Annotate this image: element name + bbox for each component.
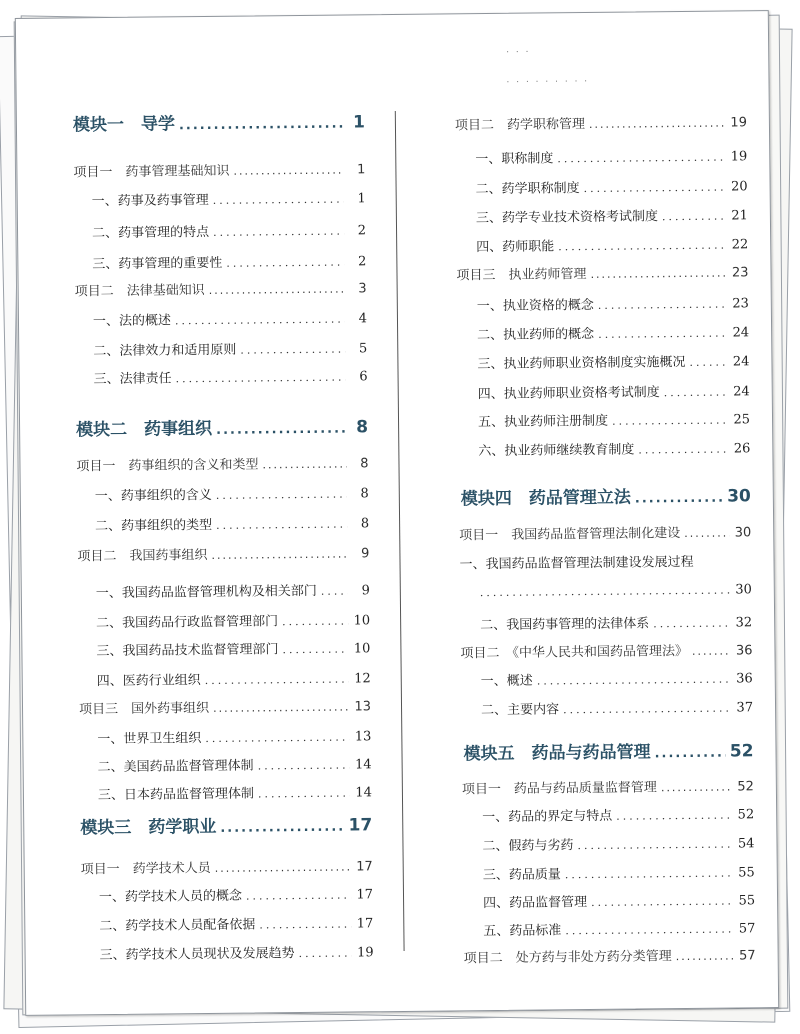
toc-section-entry xyxy=(93,365,367,387)
page-number: 52 xyxy=(737,807,755,823)
toc-section-entry xyxy=(93,337,367,359)
dot-leader xyxy=(676,949,734,963)
dot-leader xyxy=(209,283,345,297)
page-number: 30 xyxy=(727,486,751,507)
dot-leader xyxy=(259,918,351,932)
dot-leader xyxy=(661,781,732,795)
page-number: 37 xyxy=(736,700,754,716)
toc-project-entry xyxy=(459,521,751,543)
entry-title: 三、药事管理的重要性 xyxy=(92,255,223,273)
dot-leader xyxy=(565,867,733,882)
entry-title: 二、美国药品监督管理体制 xyxy=(97,758,254,776)
toc-project-entry xyxy=(464,944,756,966)
dot-leader xyxy=(654,746,725,762)
dot-leader xyxy=(299,946,352,960)
toc-section-entry xyxy=(476,204,748,226)
toc-project-entry xyxy=(76,452,368,474)
toc-section-entry xyxy=(482,803,754,825)
entry-title: 项目二 我国药事组织 xyxy=(77,547,208,565)
entry-title: 二、假药与劣药 xyxy=(482,838,574,855)
dot-leader xyxy=(565,923,733,938)
toc-page xyxy=(15,10,779,1016)
print-mark: · · · · · · · · · xyxy=(506,76,590,88)
dot-leader xyxy=(662,210,726,224)
page-number: 57 xyxy=(739,948,756,964)
entry-title: 模块一 导学 xyxy=(72,114,176,136)
dot-leader xyxy=(598,298,727,312)
page-number: 19 xyxy=(730,149,748,165)
page-number: 13 xyxy=(354,699,372,715)
page-number: 9 xyxy=(361,546,370,562)
toc-right-column xyxy=(408,11,768,967)
toc-section-entry xyxy=(475,145,747,167)
entry-title: 二、药学技术人员配备依据 xyxy=(99,917,256,935)
page-number: 30 xyxy=(735,582,752,598)
toc-section-entry xyxy=(99,883,373,905)
dot-leader xyxy=(557,151,725,166)
entry-title: 项目一 药学技术人员 xyxy=(80,860,211,878)
dot-leader xyxy=(258,759,350,773)
entry-title: 一、药事组织的含义 xyxy=(94,487,212,505)
dot-leader xyxy=(215,861,351,875)
dot-leader xyxy=(577,838,732,853)
entry-title: 三、执业药师职业资格制度实施概况 xyxy=(477,354,686,373)
toc-module-entry xyxy=(463,736,753,764)
dot-leader xyxy=(258,787,350,801)
dot-leader xyxy=(590,267,726,281)
toc-section-entry xyxy=(98,753,372,775)
page-number: 32 xyxy=(735,615,753,631)
dot-leader xyxy=(213,701,349,715)
page-number: 22 xyxy=(731,237,749,253)
page-number: 21 xyxy=(731,208,748,224)
dot-leader xyxy=(220,820,344,836)
entry-title: 项目一 药事管理基础知识 xyxy=(73,163,230,181)
entry-title: 四、执业药师职业资格考试制度 xyxy=(477,385,660,403)
toc-project-entry xyxy=(77,542,369,564)
entry-title: 项目二 处方药与非处方药分类管理 xyxy=(463,949,672,967)
page-number: 17 xyxy=(348,815,373,836)
entry-title: 项目一 药事组织的含义和类型 xyxy=(76,457,259,475)
page-number: 2 xyxy=(358,254,367,270)
page-number: 10 xyxy=(353,641,371,657)
dot-leader xyxy=(612,414,728,428)
page-number: 13 xyxy=(354,729,372,745)
toc-section-entry xyxy=(481,667,753,689)
dot-leader xyxy=(176,371,346,386)
dot-leader xyxy=(246,889,351,903)
entry-title: 二、执业药师的概念 xyxy=(477,326,595,344)
page-number: 8 xyxy=(360,456,369,472)
page-number: 10 xyxy=(353,613,371,629)
dot-leader xyxy=(321,585,348,598)
page-number: 57 xyxy=(738,921,756,937)
page-number: 19 xyxy=(356,945,374,961)
entry-title: 二、法律效力和适用原则 xyxy=(93,342,237,360)
page-number: 20 xyxy=(730,179,748,195)
page-number: 23 xyxy=(732,296,749,312)
toc-section-entry xyxy=(96,579,370,601)
toc-project-entry xyxy=(81,855,373,877)
entry-title: 一、执业资格的概念 xyxy=(476,297,594,315)
toc-section-entry xyxy=(478,437,750,459)
toc-section-entry xyxy=(482,832,754,854)
entry-title: 三、药品质量 xyxy=(482,867,561,884)
toc-section-entry xyxy=(95,482,369,504)
dot-leader xyxy=(179,117,343,134)
page-number: 17 xyxy=(356,859,373,875)
entry-title: 一、我国药品监督管理机构及相关部门 xyxy=(95,583,317,602)
entry-title: 三、日本药品监督管理体制 xyxy=(97,786,255,804)
column-divider xyxy=(395,111,405,951)
entry-title: 模块五 药品与药品管理 xyxy=(463,742,651,765)
dot-leader xyxy=(598,327,727,341)
toc-section-entry xyxy=(92,187,366,209)
toc-section-entry xyxy=(96,609,370,631)
page-number: 17 xyxy=(356,887,374,903)
entry-title: 模块三 药学职业 xyxy=(80,816,217,839)
entry-title: 一、药学技术人员的概念 xyxy=(98,888,243,906)
toc-project-entry xyxy=(456,261,748,283)
toc-section-entry xyxy=(478,380,750,402)
entry-title: 三、药学技术人员现状及发展趋势 xyxy=(99,946,295,964)
page-number: 30 xyxy=(734,525,752,541)
toc-section-entry xyxy=(476,233,748,255)
toc-module-entry xyxy=(461,481,751,509)
entry-title: 一、法的概述 xyxy=(92,313,172,330)
page-number: 1 xyxy=(352,112,366,133)
page-number: 6 xyxy=(359,369,368,385)
dot-leader xyxy=(638,443,728,457)
dot-leader xyxy=(205,673,349,688)
entry-title: 四、药师职能 xyxy=(476,239,555,256)
page-number: 2 xyxy=(357,223,367,239)
dot-leader xyxy=(216,518,347,532)
toc-section-entry xyxy=(92,219,366,241)
page-number: 24 xyxy=(733,384,750,400)
page-number: 1 xyxy=(357,191,366,207)
entry-title: 三、我国药品技术监督管理部门 xyxy=(96,642,279,660)
entry-title: 项目二 《中华人民共和国药品管理法》 xyxy=(460,643,689,662)
entry-title: 六、执业药师继续教育制度 xyxy=(478,442,635,460)
toc-project-entry xyxy=(73,158,365,180)
toc-section-entry xyxy=(99,912,373,934)
entry-title: 项目二 药学职称管理 xyxy=(454,117,586,134)
entry-title: 一、我国药品监督管理法制建设发展过程 xyxy=(459,554,694,573)
entry-title: 模块四 药品管理立法 xyxy=(460,487,631,510)
toc-section-entry xyxy=(477,350,749,372)
toc-section-entry xyxy=(480,611,752,633)
entry-title: 四、药品监督管理 xyxy=(483,895,588,912)
dot-leader xyxy=(216,488,347,502)
toc-section-entry xyxy=(97,725,371,747)
dot-leader xyxy=(584,181,726,195)
page-number: 19 xyxy=(730,115,748,131)
entry-title: 模块二 药事组织 xyxy=(76,418,213,441)
toc-project-entry xyxy=(75,277,367,299)
page-number: 3 xyxy=(358,281,367,297)
toc-section-entry xyxy=(99,941,373,963)
dot-leader xyxy=(689,356,727,369)
dot-leader xyxy=(216,422,346,438)
page-number: 14 xyxy=(355,757,372,773)
toc-module-entry xyxy=(80,810,372,838)
dot-leader xyxy=(213,193,344,207)
entry-title: 二、药事管理的特点 xyxy=(91,224,210,242)
entry-title: 项目一 药品与药品质量监督管理 xyxy=(461,780,657,798)
dot-leader xyxy=(233,164,343,178)
entry-title: 项目一 我国药品监督管理法制化建设 xyxy=(459,526,681,544)
dot-leader xyxy=(558,239,726,254)
page-number: 36 xyxy=(735,643,753,659)
dot-leader xyxy=(226,256,344,270)
dot-leader xyxy=(480,584,730,600)
page-number: 55 xyxy=(738,865,755,881)
dot-leader xyxy=(664,386,728,400)
toc-section-entry xyxy=(459,550,751,572)
page-number: 8 xyxy=(360,516,370,532)
page-number: 4 xyxy=(358,311,368,327)
dot-leader xyxy=(684,527,729,540)
dot-leader xyxy=(262,458,346,472)
dot-leader xyxy=(537,673,731,688)
page-number: 8 xyxy=(356,417,369,438)
dot-leader xyxy=(563,702,731,717)
entry-title: 一、药事及药事管理 xyxy=(91,192,209,210)
dot-leader xyxy=(692,645,731,658)
toc-section-entry xyxy=(483,889,755,911)
entry-title: 三、药学专业技术资格考试制度 xyxy=(475,209,659,227)
page-number: 24 xyxy=(732,325,750,341)
page-number: 12 xyxy=(354,671,371,687)
toc-section-entry xyxy=(483,861,755,883)
toc-section-entry xyxy=(93,307,367,329)
toc-section-entry xyxy=(98,781,372,803)
page-number: 1 xyxy=(357,162,366,178)
entry-title: 二、主要内容 xyxy=(480,702,560,719)
toc-section-entry xyxy=(481,696,753,718)
page-number: 14 xyxy=(355,785,373,801)
page-number: 26 xyxy=(733,441,751,457)
dot-leader xyxy=(175,313,345,328)
page-number: 24 xyxy=(732,354,750,370)
toc-continuation-entry xyxy=(480,582,752,600)
entry-title: 项目三 执业药师管理 xyxy=(456,267,587,284)
toc-project-entry xyxy=(79,695,371,717)
page-number: 55 xyxy=(738,893,756,909)
dot-leader xyxy=(635,491,723,507)
dot-leader xyxy=(282,643,348,657)
dot-leader xyxy=(213,225,344,239)
page-number: 23 xyxy=(731,265,749,281)
toc-section-entry xyxy=(96,637,370,659)
page-number: 36 xyxy=(736,671,753,687)
page-number: 8 xyxy=(360,486,369,502)
entry-title: 一、世界卫生组织 xyxy=(97,731,202,748)
toc-section-entry xyxy=(95,512,369,534)
toc-section-entry xyxy=(475,175,747,197)
page-number: 52 xyxy=(737,779,754,795)
dot-leader xyxy=(205,731,349,746)
toc-project-entry xyxy=(455,111,747,133)
page-number: 54 xyxy=(737,836,755,852)
toc-project-entry xyxy=(460,639,752,661)
toc-module-entry xyxy=(73,107,365,135)
page-number: 52 xyxy=(729,741,754,762)
dot-leader xyxy=(591,895,733,909)
dot-leader xyxy=(653,617,730,631)
toc-section-entry xyxy=(92,250,366,272)
dot-leader xyxy=(589,117,725,131)
dot-leader xyxy=(240,343,345,357)
page-number: 9 xyxy=(361,583,370,599)
page-number: 17 xyxy=(356,916,374,932)
entry-title: 项目三 国外药事组织 xyxy=(78,700,210,718)
entry-title: 二、药事组织的类型 xyxy=(95,517,213,535)
entry-title: 项目二 法律基础知识 xyxy=(74,283,205,300)
toc-section-entry xyxy=(483,917,755,939)
entry-title: 三、法律责任 xyxy=(93,371,172,388)
entry-title: 一、药品的界定与特点 xyxy=(482,808,613,826)
entry-title: 二、我国药事管理的法律体系 xyxy=(480,616,650,634)
dot-leader xyxy=(211,548,347,562)
entry-title: 一、概述 xyxy=(480,673,533,690)
dot-leader xyxy=(616,809,732,823)
page-number: 25 xyxy=(733,412,751,428)
entry-title: 五、药品标准 xyxy=(483,923,562,940)
toc-section-entry xyxy=(477,292,749,314)
toc-section-entry xyxy=(97,667,371,689)
toc-project-entry xyxy=(462,775,754,797)
dot-leader xyxy=(282,615,348,629)
print-mark: · · · xyxy=(506,47,531,58)
entry-title: 二、药学职称制度 xyxy=(475,181,580,198)
entry-title: 一、职称制度 xyxy=(475,151,554,168)
toc-module-entry xyxy=(76,412,368,440)
entry-title: 二、我国药品行政监督管理部门 xyxy=(96,614,279,632)
entry-title: 四、医药行业组织 xyxy=(96,673,201,690)
entry-title: 五、执业药师注册制度 xyxy=(477,413,609,431)
toc-section-entry xyxy=(477,321,749,343)
page-number: 5 xyxy=(358,341,368,357)
toc-section-entry xyxy=(478,408,750,430)
